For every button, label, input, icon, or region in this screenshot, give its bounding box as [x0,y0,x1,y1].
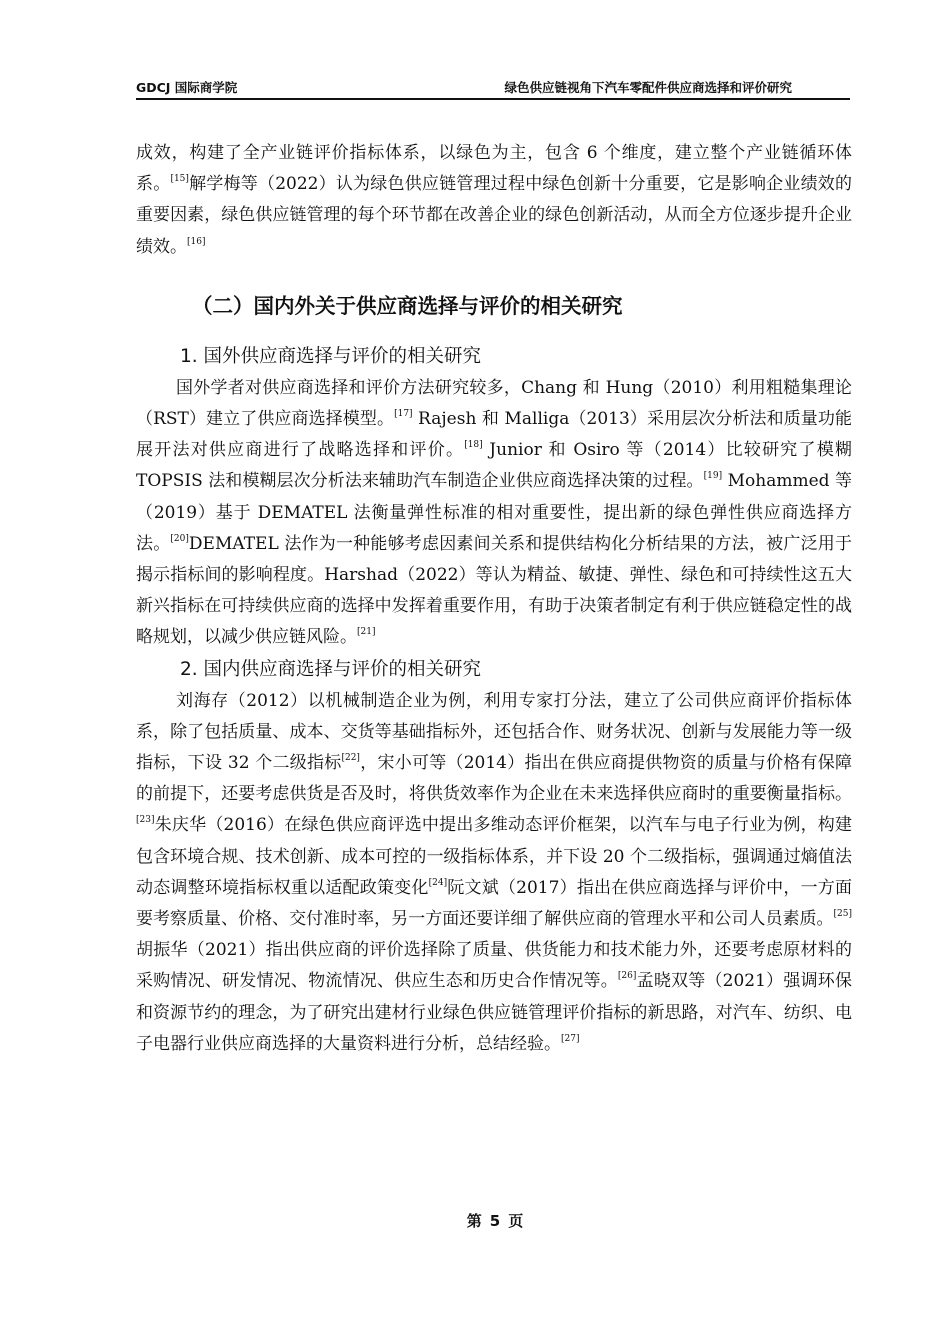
sub1-text-3: Junior 和 Osiro 等（2014）比较研究了模糊 TOPSIS 法和模糊层次分析法来辅助汽车制造企业供应商选择决策的过程。 [136,440,853,492]
subsection-1-heading: 1. 国外供应商选择与评价的相关研究 [180,345,482,367]
sub2-text-5: 胡振华（2021）指出供应商的评价选择除了质量、供货能力和技术能力外，还要考虑原材料的采购情况、研发情况、物流情况、供应生态和历史合作情况等。 [136,940,852,992]
citation-18: [18] [464,440,483,451]
citation-23: [23] [136,815,155,826]
section-heading: （二）国内外关于供应商选择与评价的相关研究 [192,293,623,318]
citation-24: [24] [428,877,448,888]
sub2-text-4: 阮文斌（2017）指出在供应商选择与评价中，一方面要考察质量、价格、交付准时率，另一方面还要详细了解供应商的管理水平和公司人员素质。 [136,877,853,930]
subsection-2-heading: 2. 国内供应商选择与评价的相关研究 [180,658,482,680]
citation-22: [22] [341,753,360,764]
citation-17: [17] [394,409,413,420]
citation-25: [25] [833,909,852,920]
intro-text-2: 解学梅等（2022）认为绿色供应链管理过程中绿色创新十分重要，它是影响企业绩效的重要因素，绿色供应链管理的每个环节都在改善企业的绿色创新活动，从而全方位逐步提升企业绩效。 [136,174,853,257]
running-header [136,76,850,100]
sub2-text-2: ，宋小可等（2014）指出在供应商提供物资的质量与价格有保障的前提下，还要考虑供货是否及时，将供货效率作为企业在未来选择供应商时的重要衡量指标。 [136,753,852,805]
page-footer [0,1210,950,1231]
sub2-text-1: 刘海存（2012）以机械制造企业为例，利用专家打分法，建立了公司供应商评价指标体系，除了包括质量、成本、交货等基础指标外，还包括合作、财务状况、创新与发展能力等一级指标，下设 32 个二级指标 [136,690,852,774]
sub1-text-4: Mohammed 等（2019）基于 DEMATEL 法衡量弹性标准的相对重要性，提出新的绿色弹性供应商选择方法。 [136,471,853,554]
intro-text-1: 成效，构建了全产业链评价指标体系，以绿色为主，包含 6 个维度，建立整个产业链循环体系。 [136,143,852,195]
citation-15: [15] [170,174,189,185]
page-number-prefix: 第 [466,1212,482,1230]
intro-paragraph [136,138,852,263]
citation-26: [26] [617,971,637,982]
sub2-text-3: 朱庆华（2016）在绿色供应商评选中提出多维动态评价框架，以汽车与电子行业为例，构建包含环境合规、技术创新、成本可控的一级指标体系，并下设 20 个二级指标，强调通过熵值法动态调整环境指标权重以适配政策变化 [136,815,852,898]
sub1-text-5: DEMATEL 法作为一种能够考虑因素间关系和提供结构化分析结果的方法，被广泛用于揭示指标间的影响程度。Harshad（2022）等认为精益、敏捷、弹性、绿色和可持续性这五大新兴指标在可持续供应商的选择中发挥着重要作用，有助于决策者制定有利于供应链稳定性的战略规划，以减少供应链风险。 [136,533,853,648]
sub2-text-6: 孟晓双等（2021）强调环保和资源节约的理念，为了研究出建材行业绿色供应链管理评价指标的新思路，对汽车、纺织、电子电器行业供应商选择的大量资料进行分析，总结经验。 [136,971,852,1054]
citation-21: [21] [357,627,376,638]
subsection-2-paragraph [136,686,852,1060]
sub1-text-1: 国外学者对供应商选择和评价方法研究较多，Chang 和 Hung（2010）利用粗糙集理论（RST）建立了供应商选择模型。 [136,377,852,430]
subsection-1-paragraph [136,373,852,654]
page-number: 5 [489,1212,501,1230]
citation-27: [27] [561,1033,580,1044]
page-body [136,138,852,1060]
header-right-title: 绿色供应链视角下汽车零配件供应商选择和评价研究 [504,80,792,95]
citation-20: [20] [170,533,189,544]
page-number-suffix: 页 [508,1212,524,1230]
sub1-text-2: Rajesh 和 Malliga（2013）采用层次分析法和质量功能展开法对供应商进行了战略选择和评价。 [136,409,852,461]
citation-16: [16] [187,236,206,247]
citation-19: [19] [703,471,723,482]
header-left-text: GDCJ 国际商学院 [136,80,238,95]
